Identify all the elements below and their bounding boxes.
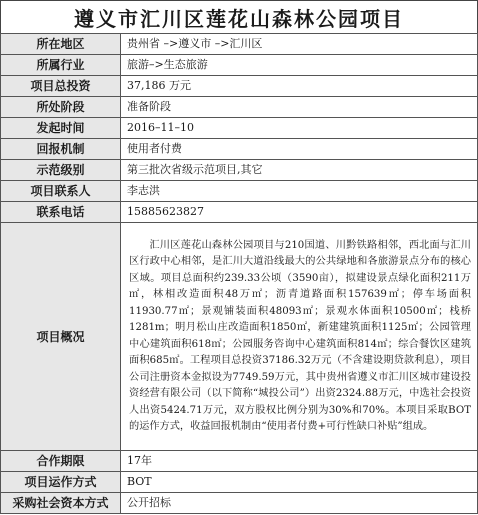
row-value-return-mechanism: 使用者付费 xyxy=(121,139,478,160)
row-value-demo-level: 第三批次省级示范项目,其它 xyxy=(121,160,478,181)
table-row xyxy=(1,202,478,223)
row-label-cooperation-term: 合作期限 xyxy=(1,451,121,472)
table-row xyxy=(1,223,478,451)
row-value-industry: 旅游–>生态旅游 xyxy=(121,55,478,76)
row-label-total-investment: 项目总投资 xyxy=(1,76,121,97)
project-info-table xyxy=(0,33,478,514)
table-row xyxy=(1,451,478,472)
row-label-contact-person: 项目联系人 xyxy=(1,181,121,202)
table-row xyxy=(1,34,478,55)
row-value-stage: 准备阶段 xyxy=(121,97,478,118)
page-title: 遵义市汇川区莲花山森林公园项目 xyxy=(0,0,478,33)
table-row xyxy=(1,472,478,493)
table-row xyxy=(1,181,478,202)
row-value-phone: 15885623827 xyxy=(121,202,478,223)
row-value-region: 贵州省 –>遵义市 –>汇川区 xyxy=(121,34,478,55)
row-label-region: 所在地区 xyxy=(1,34,121,55)
row-label-phone: 联系电话 xyxy=(1,202,121,223)
row-value-total-investment: 37,186 万元 xyxy=(121,76,478,97)
row-label-industry: 所属行业 xyxy=(1,55,121,76)
row-label-procurement-method: 采购社会资本方式 xyxy=(1,493,121,514)
table-row xyxy=(1,76,478,97)
table-row xyxy=(1,97,478,118)
row-label-stage: 所处阶段 xyxy=(1,97,121,118)
row-value-procurement-method: 公开招标 xyxy=(121,493,478,514)
row-label-operation-mode: 项目运作方式 xyxy=(1,472,121,493)
row-value-overview: 汇川区莲花山森林公园项目与210国道、川黔铁路相邻，西北面与汇川区行政中心相邻，是汇川大道沿线最大的公共绿地和各旅游景点分布的核心区域。项目总面积约239.33公顷（3590亩），拟建设景点绿化面积211万㎡，林相改造面积48万㎡；沥青道路面积157639㎡；停车场面积11930.77㎡；景观铺装面积48093㎡；景观水体面积10500㎡；栈桥1281m；明月松山庄改造面积1850㎡，新建建筑面积1125㎡；公园管理中心建筑面积618㎡；公园服务咨询中心建筑面积814㎡；综合餐饮区建筑面积685㎡。工程项目总投资37186.32万元（不含建设期贷款利息），项目公司注册资本金拟设为7749.59万元，其中贵州省遵义市汇川区城市建设投资经营有限公司（以下简称“城投公司”）出资2324.88万元，中选社会投资人出资5424.71万元，双方股权比例分别为30%和70%。本项目采取BOT的运作方式，收益回报机制由“使用者付费+可行性缺口补贴”组成。 xyxy=(121,223,478,451)
row-value-cooperation-term: 17年 xyxy=(121,451,478,472)
table-row xyxy=(1,55,478,76)
row-label-demo-level: 示范级别 xyxy=(1,160,121,181)
row-label-start-date: 发起时间 xyxy=(1,118,121,139)
row-value-operation-mode: BOT xyxy=(121,472,478,493)
table-row xyxy=(1,139,478,160)
row-label-return-mechanism: 回报机制 xyxy=(1,139,121,160)
row-value-contact-person: 李志洪 xyxy=(121,181,478,202)
table-row xyxy=(1,160,478,181)
table-row xyxy=(1,118,478,139)
row-label-overview: 项目概况 xyxy=(1,223,121,451)
row-value-start-date: 2016–11–10 xyxy=(121,118,478,139)
table-row xyxy=(1,493,478,514)
